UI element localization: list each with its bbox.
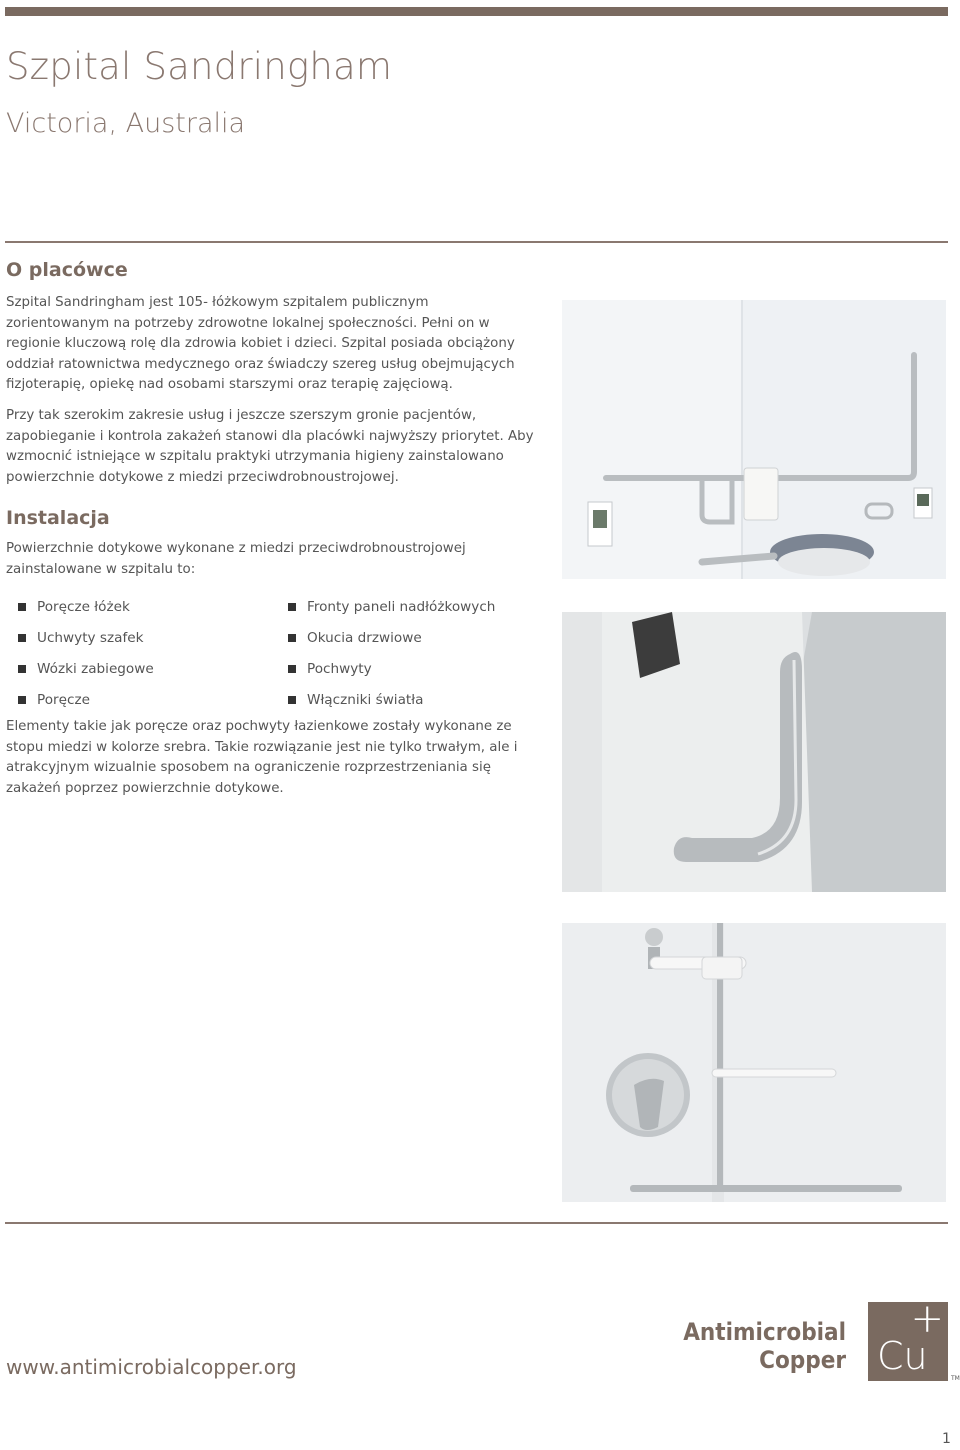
brand-line-2: Copper: [759, 1346, 846, 1374]
door-handle-photo: [562, 612, 946, 892]
bullet-square-icon: [18, 665, 26, 673]
installation-closing: Elementy takie jak poręcze oraz pochwyty łazienkowe zostały wykonane ze stopu miedzi w kolorze srebra. Takie rozwiązanie jest nie tylko trwałym, ale i atrakcyjnym wizualnie sposobem na ograniczenie rozprzestrzeniania się zakażeń poprzez powierzchnie dotykowe.: [6, 719, 518, 796]
website-link[interactable]: www.antimicrobialcopper.org: [6, 1355, 297, 1379]
about-heading: O placówce: [6, 259, 128, 281]
installation-intro: Powierzchnie dotykowe wykonane z miedzi przeciwdrobnoustrojowej zainstalowane w szpitalu to:: [6, 541, 466, 577]
bullet-square-icon: [288, 603, 296, 611]
section-divider: [5, 241, 948, 243]
list-item: Wózki zabiegowe: [18, 653, 154, 684]
list-item: Fronty paneli nadłóżkowych: [288, 591, 495, 622]
brand-line-1: Antimicrobial: [683, 1318, 846, 1346]
top-rule: [5, 7, 948, 16]
shower-rail-photo: [562, 923, 946, 1202]
trademark-mark: TM: [951, 1375, 960, 1382]
bullet-square-icon: [18, 696, 26, 704]
logo-text: Cu: [877, 1334, 928, 1378]
about-paragraph-1: Szpital Sandringham jest 105- łóżkowym szpitalem publicznym zorientowanym na potrzeby zdrowotne lokalnej społeczności. Pełni on w regionie kluczową rolę dla zdrowia kobiet i dzieci. Szpital posiada obciążony oddział ratownictwa medycznego oraz świadczy szereg usług obejmujących fizjoterapię, opiekę nad osobami starszymi oraz terapię zajęciową.: [6, 295, 515, 393]
page-subtitle: Victoria, Australia: [6, 108, 246, 139]
brand-wordmark: [660, 1318, 846, 1374]
page-title: Szpital Sandringham: [6, 45, 393, 88]
list-item: Poręcze łóżek: [18, 591, 154, 622]
installation-heading: Instalacja: [6, 507, 110, 529]
installation-list-right: [288, 591, 495, 715]
list-item: Uchwyty szafek: [18, 622, 154, 653]
list-item: Poręcze: [18, 684, 154, 715]
bathroom-grab-rail-photo: [562, 300, 946, 579]
about-paragraph-2: Przy tak szerokim zakresie usług i jeszcze szerszym gronie pacjentów, zapobieganie i kontrola zakażeń stanowi dla placówki najwyższy priorytet. Aby wzmocnić istniejące w szpitalu praktyki utrzymania higieny zainstalowano powierzchnie dotykowe z miedzi przeciwdrobnoustrojowej.: [6, 408, 534, 485]
copper-logo: [868, 1296, 948, 1381]
footer-divider: [5, 1222, 948, 1224]
page-number: 1: [942, 1431, 951, 1447]
list-item: Okucia drzwiowe: [288, 622, 495, 653]
bullet-square-icon: [288, 665, 296, 673]
list-item: Włączniki światła: [288, 684, 495, 715]
plus-icon: +: [910, 1296, 944, 1342]
bullet-square-icon: [18, 634, 26, 642]
bullet-square-icon: [288, 696, 296, 704]
bullet-square-icon: [288, 634, 296, 642]
installation-list-left: [18, 591, 154, 715]
list-item: Pochwyty: [288, 653, 495, 684]
bullet-square-icon: [18, 603, 26, 611]
